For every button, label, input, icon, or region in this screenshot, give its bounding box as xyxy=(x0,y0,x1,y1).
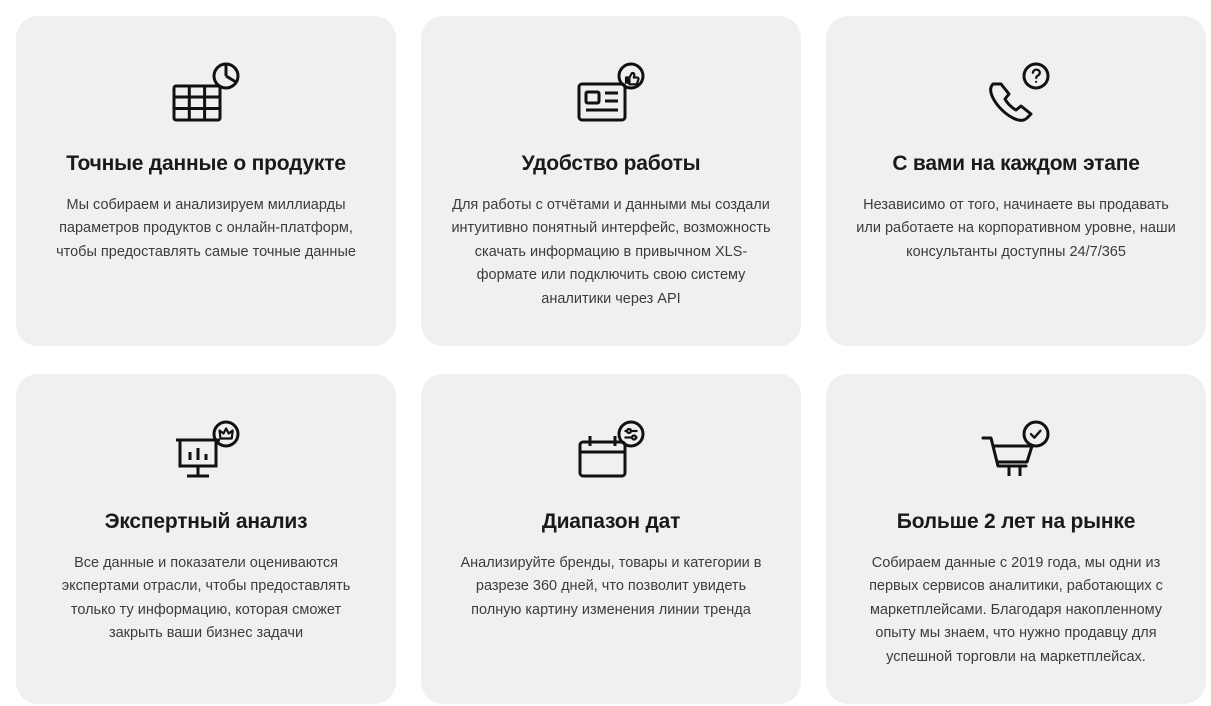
feature-card-title: Точные данные о продукте xyxy=(66,152,346,175)
feature-card-title: С вами на каждом этапе xyxy=(892,152,1140,175)
feature-card-text: Независимо от того, начинаете вы продавать или работаете на корпоративном уровне, наши консультанты доступны 24/7/365 xyxy=(856,197,1176,260)
feature-card xyxy=(16,16,396,346)
presentation-crown-icon xyxy=(170,414,242,494)
feature-card xyxy=(421,16,801,346)
feature-card-title: Диапазон дат xyxy=(541,510,681,533)
feature-card-title: Больше 2 лет на рынке xyxy=(896,510,1136,533)
cart-check-icon xyxy=(980,414,1052,494)
document-thumbs-up-icon xyxy=(575,56,647,136)
feature-card-text: Для работы с отчётами и данными мы создали интуитивно понятный интерфейс, возможность скачать информацию в привычном XLS-формате или подключить свою систему аналитики через API xyxy=(451,197,771,307)
feature-card xyxy=(826,374,1206,704)
feature-card xyxy=(16,374,396,704)
phone-question-icon xyxy=(980,56,1052,136)
feature-card-text: Анализируйте бренды, товары и категории в разрезе 360 дней, что позволит увидеть полную картину изменения линии тренда xyxy=(460,555,762,618)
calendar-settings-icon xyxy=(575,414,647,494)
feature-card-title: Удобство работы xyxy=(521,152,701,175)
feature-card-text: Все данные и показатели оцениваются экспертами отрасли, чтобы предоставлять только ту информацию, которая сможет закрыть ваши бизнес задачи xyxy=(61,555,351,642)
feature-card-text: Собираем данные с 2019 года, мы одни из первых сервисов аналитики, работающих с маркетплейсами. Благодаря накопленному опыту мы знаем, что нужно продавцу для успешной торговли на маркетплейсах. xyxy=(869,555,1163,665)
feature-card xyxy=(826,16,1206,346)
feature-card xyxy=(421,374,801,704)
table-chart-pie-icon xyxy=(170,56,242,136)
feature-card-text: Мы собираем и анализируем миллиарды параметров продуктов с онлайн-платформ, чтобы предоставлять самые точные данные xyxy=(56,197,356,260)
feature-card-title: Экспертный анализ xyxy=(104,510,308,533)
